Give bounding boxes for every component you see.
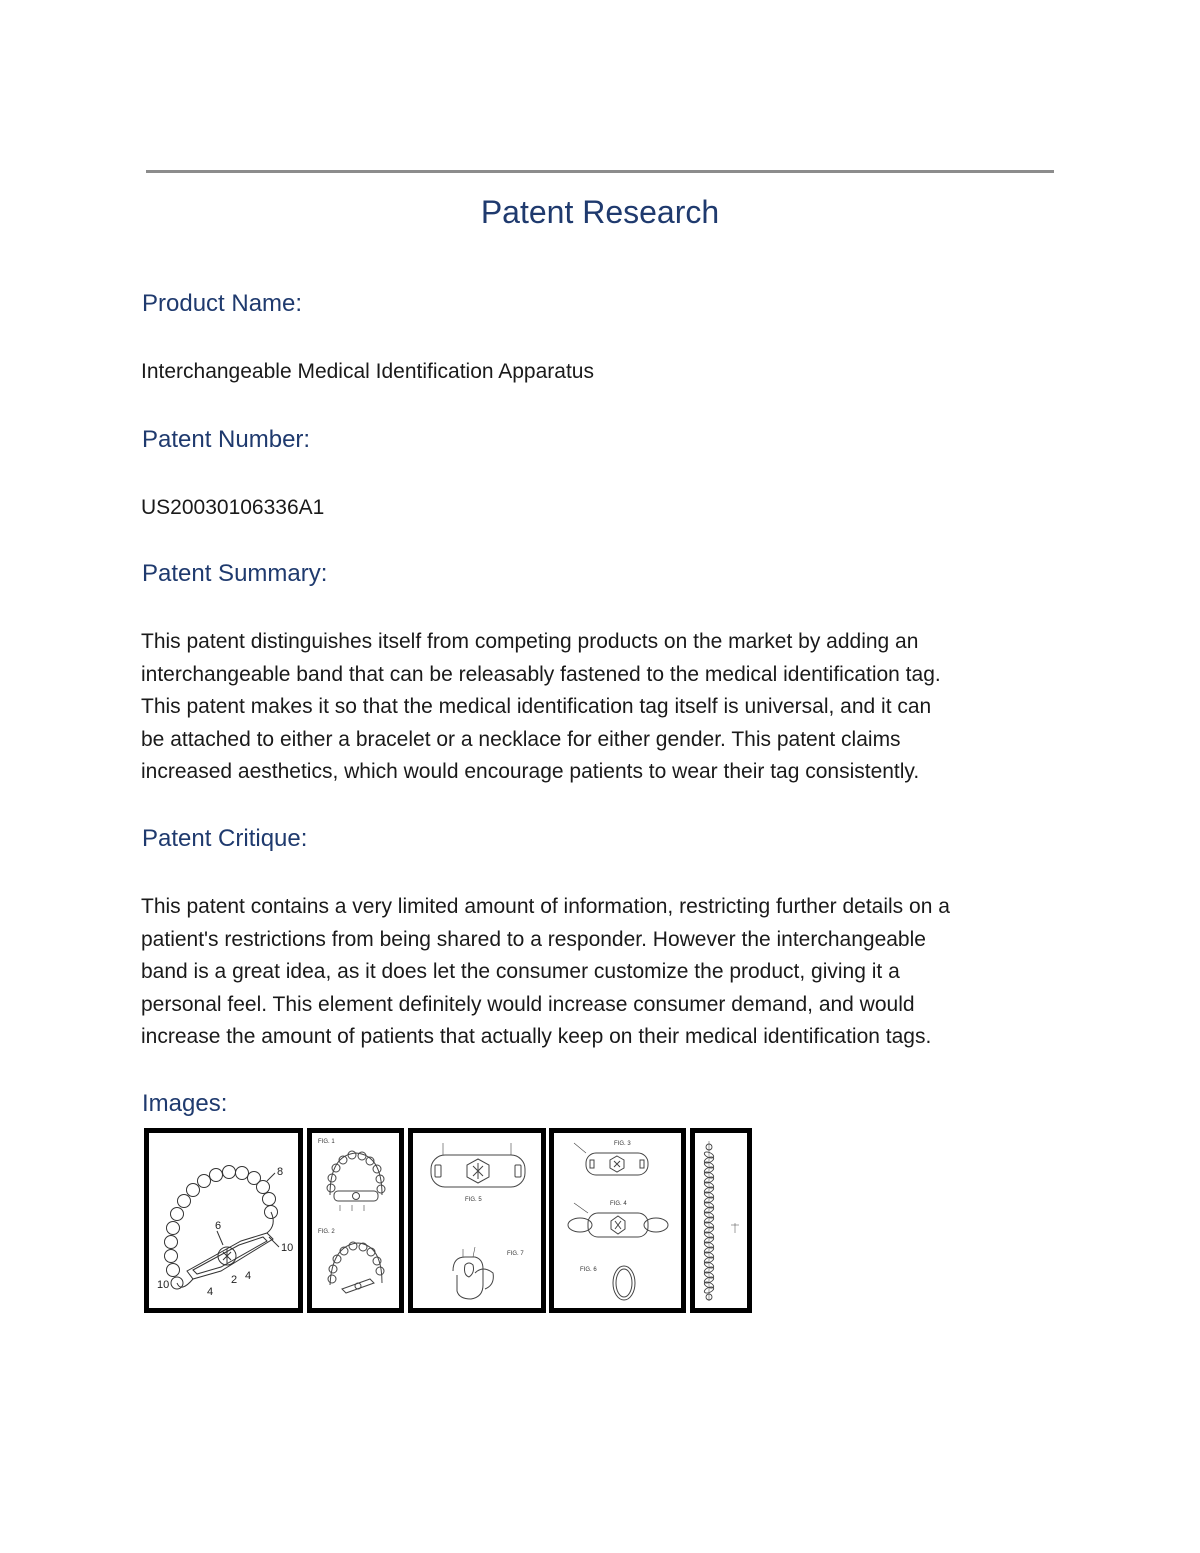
fig-label: FIG. 1 — [318, 1139, 335, 1145]
critique-line: This patent contains a very limited amount of information, restricting further details on a — [141, 895, 950, 918]
patent-figure-bracelets-fig1-fig2 — [307, 1128, 404, 1313]
page-title: Patent Research — [480, 194, 720, 230]
patent-figure-necklace-chain — [690, 1128, 752, 1313]
patent-number-value: US20030106336A1 — [141, 496, 325, 519]
patent-figure-bracelet-perspective — [144, 1128, 303, 1313]
fig-label: 4 — [245, 1270, 252, 1282]
fig-label: FIG. 5 — [465, 1197, 482, 1203]
fig-label: 4 — [207, 1286, 214, 1298]
fig-label: 10 — [157, 1279, 170, 1291]
patent-critique-heading: Patent Critique: — [142, 825, 308, 852]
summary-line: interchangeable band that can be releasably fastened to the medical identification tag. — [141, 662, 941, 686]
summary-line: This patent distinguishes itself from competing products on the market by adding an — [141, 630, 919, 653]
fig-label: 8 — [277, 1166, 284, 1178]
summary-line: This patent makes it so that the medical identification tag itself is universal, and it can — [141, 695, 932, 718]
critique-line: band is a great idea, as it does let the consumer customize the product, giving it a — [141, 960, 900, 983]
patent-figure-tag-fig3-fig4-fig6 — [549, 1128, 686, 1313]
fig-label: 10 — [281, 1242, 294, 1254]
images-heading: Images: — [142, 1090, 228, 1117]
patent-summary-heading: Patent Summary: — [142, 560, 328, 587]
summary-line: be attached to either a bracelet or a necklace for either gender. This patent claims — [141, 727, 901, 751]
product-name-value: Interchangeable Medical Identification Apparatus — [141, 360, 594, 383]
fig-label: FIG. 2 — [318, 1229, 335, 1235]
summary-line: increased aesthetics, which would encourage patients to wear their tag consistently. — [141, 760, 920, 783]
fig-label: 2 — [231, 1274, 238, 1286]
top-rule — [146, 170, 1054, 173]
product-name-heading: Product Name: — [142, 290, 303, 317]
patent-summary-paragraph — [141, 626, 941, 789]
id-tag — [187, 1233, 273, 1279]
patent-critique-paragraph — [141, 891, 950, 1054]
fig-label: 6 — [215, 1220, 222, 1232]
critique-line: patient's restrictions from being shared to a responder. However the interchangeable — [141, 927, 926, 951]
fig-label: FIG. 4 — [610, 1201, 627, 1207]
fig-label: FIG. 3 — [614, 1141, 631, 1147]
patent-figure-tag-fig5-fig7 — [408, 1128, 546, 1313]
fig-label: FIG. 7 — [507, 1251, 524, 1257]
critique-line: personal feel. This element definitely would increase consumer demand, and would — [141, 992, 915, 1016]
critique-line: increase the amount of patients that actually keep on their medical identification tags. — [141, 1025, 932, 1048]
patent-number-heading: Patent Number: — [142, 426, 311, 453]
fig-label: FIG. 6 — [580, 1267, 597, 1273]
